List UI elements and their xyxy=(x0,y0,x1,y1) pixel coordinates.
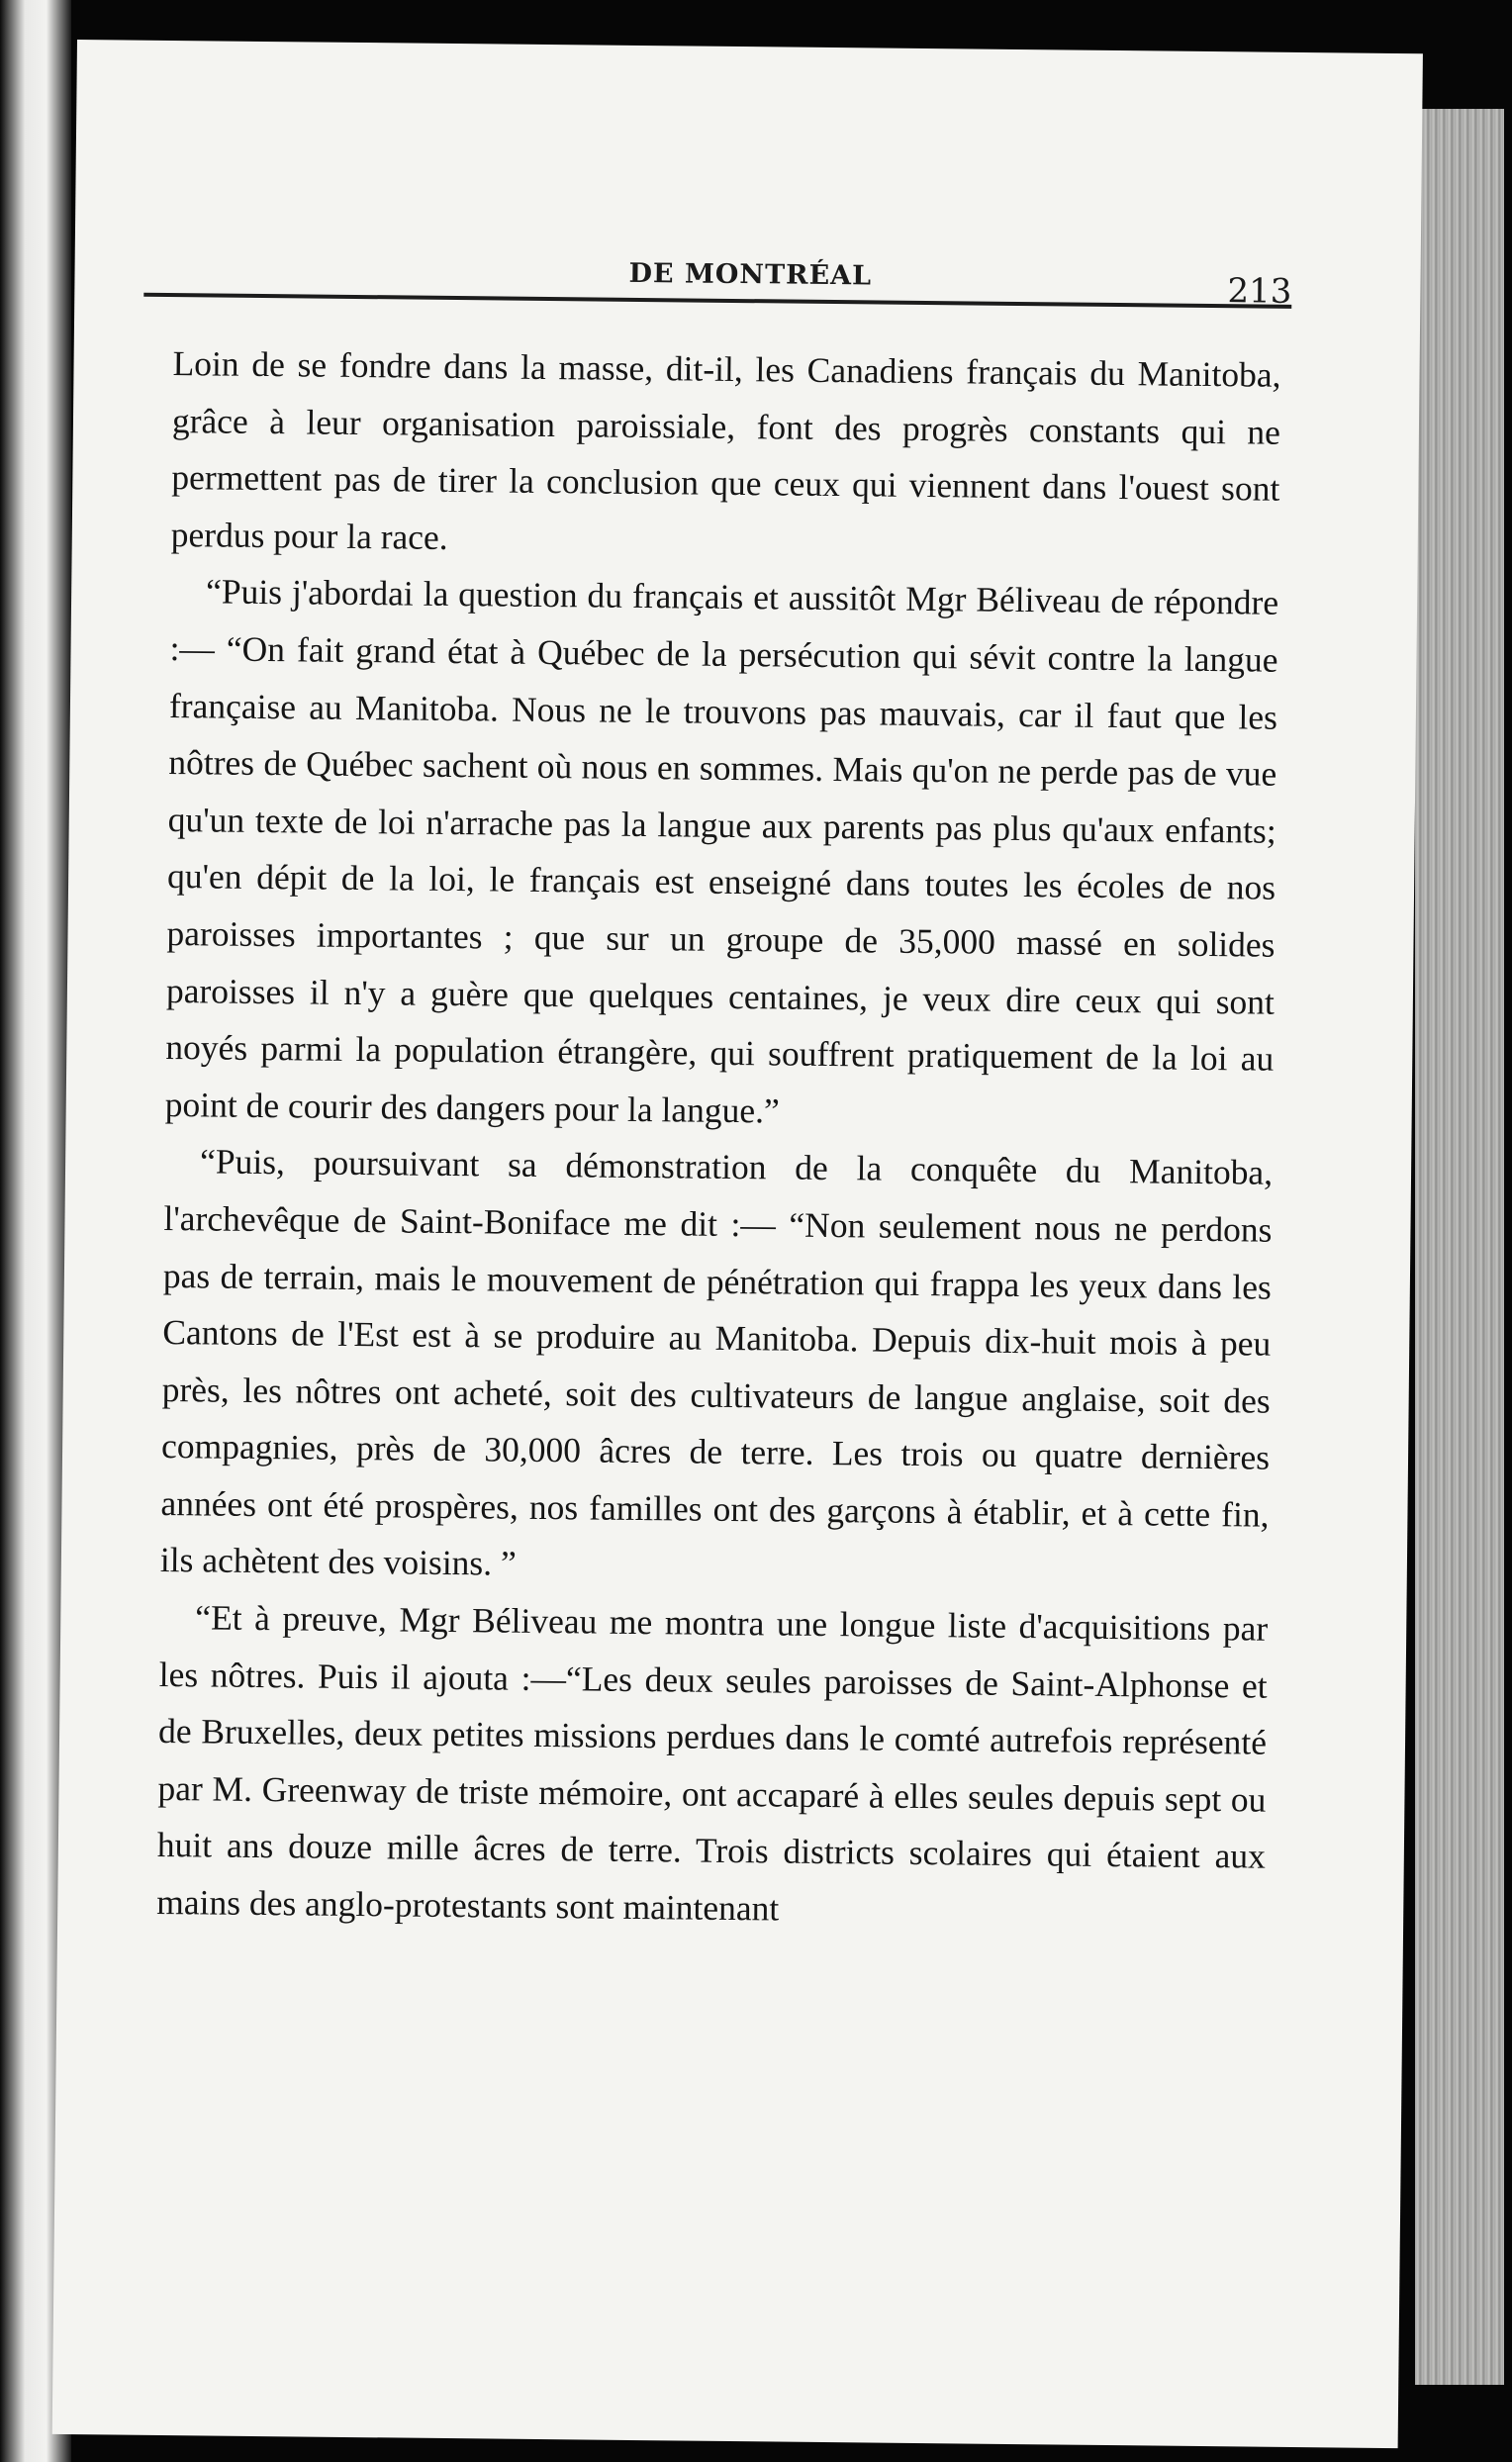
book-page xyxy=(52,40,1423,2448)
paragraph-1: Loin de se fondre dans la masse, dit-il, les Canadiens français du Manitoba, grâce à leur organisation paroissiale, font des progrès constants qui ne permettent pas de tirer la conclusion que ceux qui viennent dans l'ouest sont perdus pour la race. xyxy=(170,343,1281,557)
header-rule xyxy=(143,293,1291,309)
running-head: DE MONTRÉAL xyxy=(628,257,873,292)
body-text xyxy=(156,335,1281,1942)
paragraph-3: “Puis, poursuivant sa démonstration de la conquête du Manitoba, l'archevêque de Saint-Boniface me dit :— “Non seulement nous ne perdons pas de terrain, mais le mouvement de pénétration qui frappa les yeux dans les Cantons de l'Est est à se produire au Manitoba. Depuis dix-huit mois à peu près, les nôtres ont acheté, soit des cultivateurs de langue anglaise, soit des compagnies, près de 30,000 âcres de terre. Les trois ou quatre dernières années ont été prospères, nos familles ont des garçons à établir, et à cette fin, ils achètent des voisins. ” xyxy=(159,1141,1274,1584)
page-number: 213 xyxy=(1227,271,1292,312)
page-header xyxy=(143,199,1292,312)
page-stack-edge xyxy=(1415,109,1504,2385)
paragraph-2: “Puis j'abordai la question du français et aussitôt Mgr Béliveau de répondre :— “On fait grand état à Québec de la persécution qui sévit contre la langue française au Manitoba. Nous ne le trouvons pas mauvais, car il faut que les nôtres de Québec sachent où nous en sommes. Mais qu'on ne perde pas de vue qu'un texte de loi n'arrache pas la langue aux parents pas plus qu'aux enfants; qu'en dépit de la loi, le français est enseigné dans toutes les écoles de nos paroisses importantes ; que sur un groupe de 35,000 massé en solides paroisses il n'y a guère que quelques centaines, je veux dire ceux qui sont noyés parmi la population étrangère, qui souffrent pratiquement de la loi au point de courir des dangers pour la langue.” xyxy=(164,571,1279,1131)
paragraph-4: “Et à preuve, Mgr Béliveau me montra une longue liste d'acquisitions par les nôtres. Puis il ajouta :—“Les deux seules paroisses de Saint-Alphonse et de Bruxelles, deux petites missions perdues dans le comté autrefois représenté par M. Greenway de triste mémoire, ont accaparé à elles seules depuis sept ou huit ans douze mille âcres de terre. Trois districts scolaires qui étaient aux mains des anglo-protestants sont maintenant xyxy=(156,1597,1269,1929)
